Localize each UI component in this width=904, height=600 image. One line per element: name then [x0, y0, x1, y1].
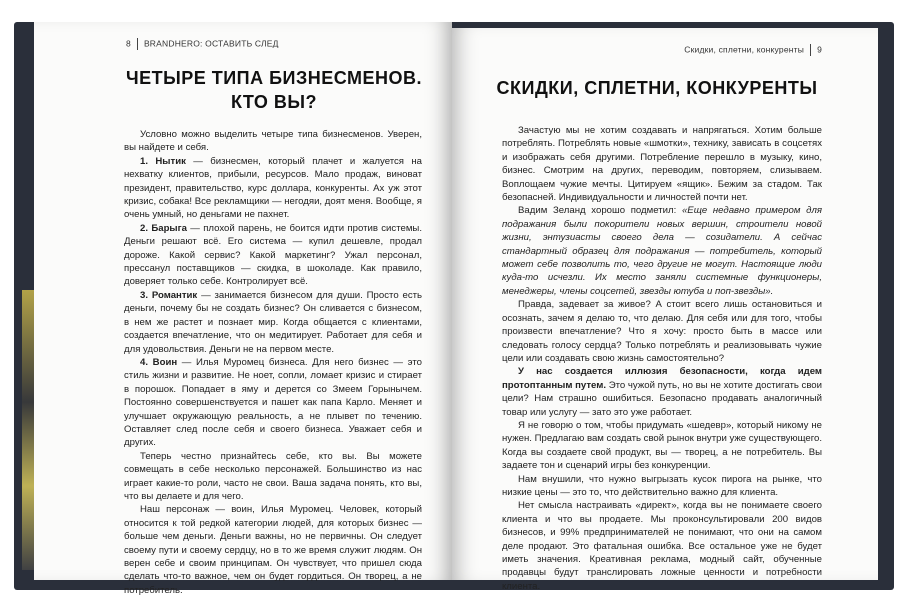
left-running-head [126, 38, 279, 50]
right-paragraph-4 [502, 365, 822, 419]
right-paragraph-1: Зачастую мы не хотим создавать и напрягаться. Хотим больше потреблять. Потреблять новые «шмотки», технику, зависать в соцсетях и изображать себя другими. Потребление перешло в музыку, кино, бизнес. Смотрим на других, переводим, повторяем, слизываем. Воплощаем чужие мечты. Цитируем «ящик». Бежим за стадом. Так безопасней. Индивидуальности и личностей почти нет. [502, 125, 822, 204]
right-page-number: 9 [817, 44, 822, 55]
left-title-line-2: КТО ВЫ? [230, 92, 318, 112]
left-page [34, 22, 452, 596]
type-paragraph-4 [124, 356, 422, 450]
zeland-quote: «Еще недавно примером для подражания были покорители новых вершин, строители новой жизни, энтузиасты своего дела — созидатели. А сейчас стандартный образец для подражания — потребитель, который может себе позволить то, чего другие не могут. Настоящие люди куда-то исчезли. Их место заняли системные функционеры, менеджеры, члены соцсетей, звезды ютуба и поп-звезды». [502, 205, 822, 297]
type-label-4: 4. Воин [140, 356, 178, 368]
right-paragraph-7: Нет смысла настраивать «директ», когда вы не понимаете своего клиента и что вы продаете. Мы проконсультировали 200 видов бизнесов, и 99% предпринимателей не понимают, что они на самом деле продают. Это фатальная ошибка. Все остальное уже не будет иметь значения. Креативная реклама, модный сайт, обученные продавцы будут транслировать ложные ценности и потребности клиента. [502, 500, 822, 592]
left-page-number: 8 [126, 38, 131, 49]
type-label-2: 2. Барыга [140, 222, 187, 234]
right-running-head [684, 44, 822, 56]
quote-intro: Вадим Зеланд хорошо подметил: [518, 205, 682, 217]
left-running-head-text: BRANDHERO: ОСТАВИТЬ СЛЕД [143, 38, 279, 49]
bold-statement: У нас создается иллюзия безопасности, когда идем протоптанным путем. [502, 366, 822, 391]
type-label-1: 1. Нытик [140, 155, 186, 167]
type-label-3: 3. Романтик [140, 289, 198, 301]
type-paragraph-2 [124, 222, 422, 289]
type-text-1: — бизнесмен, который плачет и жалуется на нехватку клиентов, прибыли, ресурсов. Мало продаж, виноват президент, правительство, курс доллара, конкуренты. Ах уж этот кризис, собака! Все рекламщики — негодяи, доят меня. Вообще, я очень умный, но деньгами не пахнет. [124, 155, 422, 221]
bold-statement-rest: Это чужой путь, но вы не хотите достигать свои цели? Нам страшно ошибиться. Безопасно продавать аналогичный товар или услугу — зато это уже работает. [502, 379, 823, 418]
right-paragraph-6: Нам внушили, что нужно выгрызать кусок пирога на рынке, что низкие цены — это то, что действительно важно для клиента. [502, 473, 822, 498]
right-body-text [502, 124, 822, 593]
type-text-2: — плохой парень, не боится идти против системы. Деньги решают всё. Его система — купил дешевле, продал дороже. Какой сервис? Какой маркетинг? Ужал персонал, прессанул поставщиков — скидка, в шоколаде. Как правило, доверяет только себе. Контролирует всё. [124, 222, 422, 288]
type-paragraph-1 [124, 155, 422, 222]
left-body-text [124, 128, 422, 597]
right-paragraph-2 [502, 204, 822, 298]
right-page [452, 28, 878, 592]
type-text-3: — занимается бизнесом для души. Просто есть деньги, почему бы не создать бизнес? Он сливается с бизнесом, в нем же растет и познает мир. Когда общается с клиентами, создается впечатление, что он медитирует. Работает для себя и для удовольствия. Деньги не на первом месте. [124, 289, 423, 355]
right-chapter-title: СКИДКИ, СПЛЕТНИ, КОНКУРЕНТЫ [496, 78, 818, 98]
right-paragraph-5: Я не говорю о том, чтобы придумать «шедевр», который никому не нужен. Предлагаю вам создать свой рынок внутри уже существующего. Когда вы создаете свой продукт, вы — творец, а не потребитель. Вы задаете тон и сценарий игры без конкуренции. [502, 419, 822, 472]
type-paragraph-3 [124, 289, 422, 356]
right-running-head-text: Скидки, сплетни, конкуренты [684, 44, 805, 55]
right-paragraph-3: Правда, задевает за живое? А стоит всего лишь остановиться и осознать, зачем я делаю то, что делаю. Для себя или для того, чтобы произвести впечатление? Что я хочу: просто быть в массе или следовать голосу сердца? Только потреблять и реализовывать чужие цели или создавать свою жизнь самостоятельно? [502, 299, 822, 364]
left-chapter-title [124, 66, 424, 114]
paragraph-after-1: Теперь честно признайтесь себе, кто вы. Вы можете совмещать в себе несколько персонажей. Большинство из нас играет какие-то роли, часто не свои. Ваша задача понять, кто вы, что вы делаете и для чего. [124, 450, 422, 502]
intro-paragraph: Условно можно выделить четыре типа бизнесменов. Уверен, вы найдете и себя. [124, 129, 422, 154]
paragraph-after-2: Наш персонаж — воин, Илья Муромец. Человек, который относится к той редкой категории людей, для которых бизнес — больше чем деньги. Деньги важны, но не первичны. Он следует своему пути и своему сердцу, но в то же время служит людям. Он верен себе и своим принципам. Он чувствует, что пришел сюда сделать что-то важное, чем он будет гордиться. Он творец, а не потребитель. [124, 504, 422, 596]
left-title-line-1: ЧЕТЫРЕ ТИПА БИЗНЕСМЕНОВ. [125, 68, 423, 88]
type-text-4: — Илья Муромец бизнеса. Для него бизнес — это стиль жизни и развитие. Не ноет, сопли, ломает кризис и стирает в порошок. Попадает в яму и дерется со Змеем Горынычем. Постоянно совершенствуется и пашет как папа Карло. Меняет и улучшает окружающую реальность, а не плывет по течению. Оставляет след после себя и своего бизнеса. Уважает себя и других. [124, 356, 422, 449]
